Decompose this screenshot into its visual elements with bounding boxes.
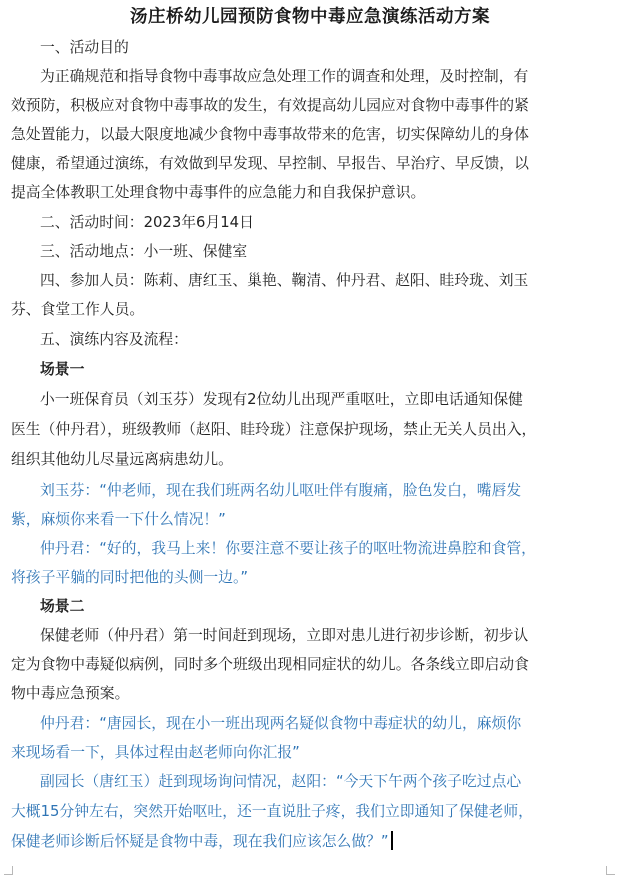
section-heading-participants: 四、参加人员：陈莉、唐红玉、巢艳、鞠清、仲丹君、赵阳、眭玲珑、刘玉 xyxy=(40,272,529,289)
dialogue-line: 来现场看一下，具体过程由赵老师向你汇报” xyxy=(11,744,300,761)
dialogue-line: 将孩子平躺的同时把他的头侧一边。” xyxy=(11,569,249,586)
section-heading-purpose: 一、活动目的 xyxy=(40,39,129,56)
scene-one-heading: 场景一 xyxy=(40,361,85,378)
corner-mark-bottom-left xyxy=(4,866,13,875)
dialogue-line: 紫，麻烦你来看一下什么情况！” xyxy=(11,511,226,528)
corner-mark-bottom-right xyxy=(606,866,615,875)
dialogue-line: 仲丹君：“好的，我马上来！你要注意不要让孩子的呕吐物流进鼻腔和食管， xyxy=(40,540,536,557)
scene-two-heading: 场景二 xyxy=(40,598,85,615)
dialogue-line: 大概15分钟左右，突然开始呕吐，还一直说肚子疼，我们立即通知了保健老师， xyxy=(11,803,533,820)
paragraph-line: 为正确规范和指导食物中毒事故应急处理工作的调查和处理，及时控制，有 xyxy=(40,68,529,85)
paragraph-line: 小一班保育员（刘玉芬）发现有2位幼儿出现严重呕吐，立即电话通知保健 xyxy=(40,391,523,408)
paragraph-line: 芬、食堂工作人员。 xyxy=(11,301,145,318)
section-heading-time: 二、活动时间：2023年6月14日 xyxy=(40,214,254,231)
paragraph-line: 健康，希望通过演练，有效做到早发现、早控制、早报告、早治疗、早反馈，以 xyxy=(11,155,529,172)
document-title: 汤庄桥幼儿园预防食物中毒应急演练活动方案 xyxy=(130,7,490,27)
dialogue-line-last[interactable] xyxy=(11,831,393,852)
paragraph-line: 组织其他幼儿尽量远离病患幼儿。 xyxy=(11,451,233,468)
dialogue-line-text: 保健老师诊断后怀疑是食物中毒，现在我们应该怎么做？” xyxy=(11,833,389,850)
paragraph-line: 保健老师（仲丹君）第一时间赶到现场，立即对患儿进行初步诊断，初步认 xyxy=(40,627,529,644)
text-cursor xyxy=(391,831,393,850)
paragraph-line: 物中毒应急预案。 xyxy=(11,685,130,702)
paragraph-line: 急处置能力，以最大限度地减少食物中毒事故带来的危害，切实保障幼儿的身体 xyxy=(11,126,529,143)
paragraph-line: 定为食物中毒疑似病例，同时多个班级出现相同症状的幼儿。各条线立即启动食 xyxy=(11,656,529,673)
section-heading-procedure: 五、演练内容及流程： xyxy=(40,331,188,348)
dialogue-line: 仲丹君：“唐园长，现在小一班出现两名疑似食物中毒症状的幼儿，麻烦你 xyxy=(40,715,522,732)
paragraph-line: 提高全体教职工处理食物中毒事件的应急能力和自我保护意识。 xyxy=(11,184,426,201)
dialogue-line: 刘玉芬：“仲老师，现在我们班两名幼儿呕吐伴有腹痛，脸色发白，嘴唇发 xyxy=(40,482,522,499)
section-heading-location: 三、活动地点：小一班、保健室 xyxy=(40,243,248,260)
paragraph-line: 医生（仲丹君），班级教师（赵阳、眭玲珑）注意保护现场，禁止无关人员出入， xyxy=(11,421,537,438)
dialogue-line: 副园长（唐红玉）赶到现场询问情况，赵阳：“今天下午两个孩子吃过点心 xyxy=(40,773,522,790)
paragraph-line: 效预防，积极应对食物中毒事故的发生，有效提高幼儿园应对食物中毒事件的紧 xyxy=(11,97,529,114)
